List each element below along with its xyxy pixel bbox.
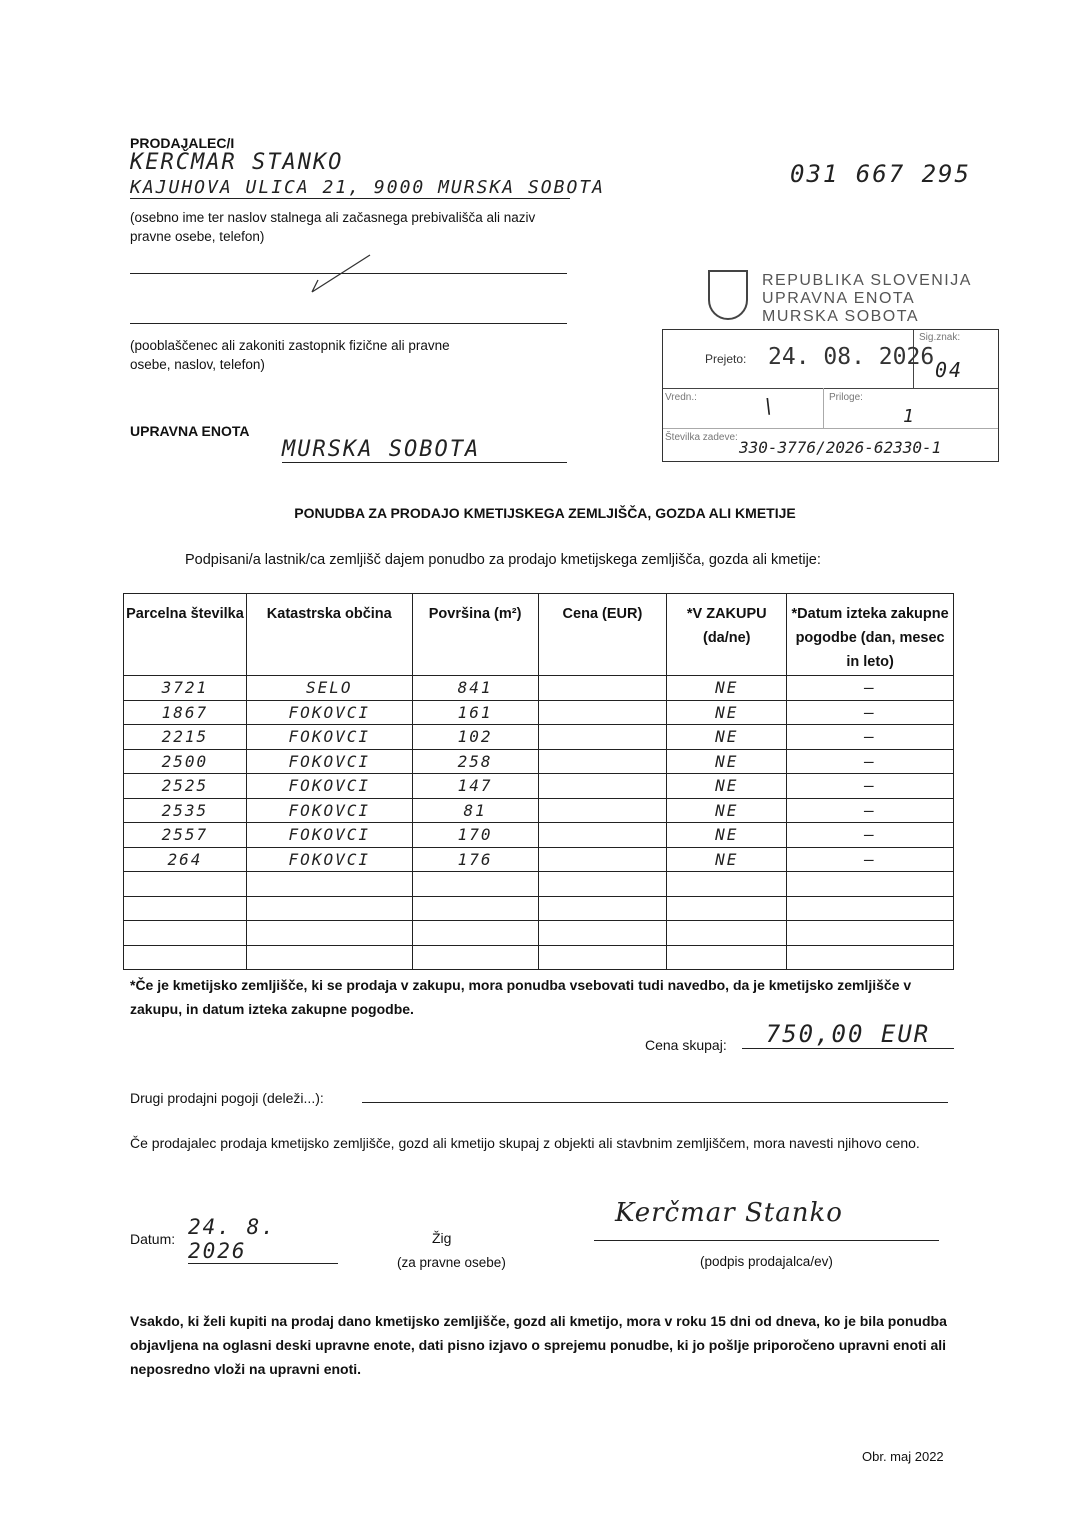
signature-hint: (podpis prodajalca/ev) xyxy=(700,1254,833,1269)
cell-expiry: — xyxy=(787,725,954,750)
cell-lease xyxy=(667,896,787,921)
cell-area: 81 xyxy=(412,798,538,823)
cell-area xyxy=(412,896,538,921)
cell-parcel: 2535 xyxy=(124,798,247,823)
cell-parcel: 264 xyxy=(124,847,247,872)
cell-expiry xyxy=(787,872,954,897)
cell-expiry xyxy=(787,921,954,946)
cell-area: 147 xyxy=(412,774,538,799)
table-row xyxy=(124,774,954,799)
cell-municipality: FOKOVCI xyxy=(246,823,412,848)
cell-price xyxy=(538,847,667,872)
cell-expiry: — xyxy=(787,798,954,823)
cell-parcel xyxy=(124,872,247,897)
sig-label: Sig.znak: xyxy=(919,332,961,343)
signature: Kerčmar Stanko xyxy=(615,1198,843,1228)
office-value: MURSKA SOBOTA xyxy=(282,437,567,463)
office-label: UPRAVNA ENOTA xyxy=(130,423,250,439)
cell-municipality xyxy=(246,921,412,946)
strike-mark xyxy=(300,250,380,300)
seller-phone: 031 667 295 xyxy=(790,160,971,188)
signature-line xyxy=(594,1240,939,1241)
table-row xyxy=(124,945,954,970)
cell-expiry: — xyxy=(787,823,954,848)
header-price: Cena (EUR) xyxy=(538,594,667,676)
cell-expiry: — xyxy=(787,749,954,774)
cell-area: 176 xyxy=(412,847,538,872)
date-label: Datum: xyxy=(130,1231,176,1247)
cell-parcel xyxy=(124,921,247,946)
cell-municipality xyxy=(246,945,412,970)
table-row xyxy=(124,921,954,946)
stamp-divider xyxy=(663,388,998,389)
table-row xyxy=(124,896,954,921)
cell-parcel: 2500 xyxy=(124,749,247,774)
cell-area: 841 xyxy=(412,676,538,701)
form-version: Obr. maj 2022 xyxy=(862,1449,944,1464)
cell-area: 170 xyxy=(412,823,538,848)
cell-expiry: — xyxy=(787,847,954,872)
cell-lease: NE xyxy=(667,749,787,774)
representative-line-2 xyxy=(130,323,567,324)
stamp-line-3: MURSKA SOBOTA xyxy=(762,308,920,325)
cell-parcel: 3721 xyxy=(124,676,247,701)
seal-hint: (za pravne osebe) xyxy=(397,1255,506,1270)
header-parcel: Parcelna številka xyxy=(124,594,247,676)
value-label: Vredn.: xyxy=(665,392,697,403)
cell-price xyxy=(538,921,667,946)
table-row xyxy=(124,676,954,701)
intro-text: Podpisani/a lastnik/ca zemljišč dajem ponudbo za prodajo kmetijskega zemljišča, gozda ali kmetije: xyxy=(185,552,821,568)
representative-hint: (pooblaščenec ali zakoniti zastopnik fizične ali pravne osebe, naslov, telefon) xyxy=(130,338,450,372)
seller-label: PRODAJALEC/I xyxy=(130,135,235,151)
received-stamp xyxy=(662,329,999,462)
cell-price xyxy=(538,945,667,970)
cell-municipality: FOKOVCI xyxy=(246,749,412,774)
cell-expiry xyxy=(787,945,954,970)
total-value: 750,00 EUR xyxy=(742,1020,954,1049)
case-value: 330-3776/2026-62330-1 xyxy=(739,438,942,457)
attach-label: Priloge: xyxy=(829,392,863,403)
cell-municipality xyxy=(246,896,412,921)
cell-parcel: 2525 xyxy=(124,774,247,799)
slovenia-crest-icon xyxy=(708,270,748,320)
other-terms-label: Drugi prodajni pogoji (deleži...): xyxy=(130,1090,324,1106)
cell-parcel xyxy=(124,896,247,921)
seal-label: Žig xyxy=(432,1230,452,1246)
cell-price xyxy=(538,872,667,897)
cell-municipality: FOKOVCI xyxy=(246,774,412,799)
cell-lease xyxy=(667,872,787,897)
cell-area: 161 xyxy=(412,700,538,725)
table-row xyxy=(124,847,954,872)
seller-hint: (osebno ime ter naslov stalnega ali začasnega prebivališča ali naziv pravne osebe, telefon) xyxy=(130,210,536,244)
cell-lease xyxy=(667,921,787,946)
cell-municipality: SELO xyxy=(246,676,412,701)
cell-price xyxy=(538,774,667,799)
sig-value: 04 xyxy=(935,358,964,382)
cell-area xyxy=(412,921,538,946)
seller-name: KERČMAR STANKO xyxy=(130,150,344,175)
received-date: 24. 08. 2026 xyxy=(768,344,935,370)
page-title: PONUDBA ZA PRODAJO KMETIJSKEGA ZEMLJIŠČA, GOZDA ALI KMETIJE xyxy=(294,505,796,521)
other-terms-line xyxy=(362,1084,948,1103)
table-row xyxy=(124,700,954,725)
cell-lease: NE xyxy=(667,823,787,848)
cell-lease: NE xyxy=(667,725,787,750)
cell-expiry xyxy=(787,896,954,921)
total-label: Cena skupaj: xyxy=(645,1037,727,1053)
header-municipality: Katastrska občina xyxy=(246,594,412,676)
cell-municipality xyxy=(246,872,412,897)
cell-price xyxy=(538,700,667,725)
header-area: Površina (m²) xyxy=(412,594,538,676)
cell-municipality: FOKOVCI xyxy=(246,798,412,823)
cell-lease xyxy=(667,945,787,970)
cell-parcel: 2215 xyxy=(124,725,247,750)
cell-lease: NE xyxy=(667,700,787,725)
value-value: \ xyxy=(763,394,778,418)
cell-price xyxy=(538,798,667,823)
cell-area xyxy=(412,945,538,970)
cell-price xyxy=(538,823,667,848)
table-header-row xyxy=(124,594,954,676)
cell-area xyxy=(412,872,538,897)
cell-area: 102 xyxy=(412,725,538,750)
cell-expiry: — xyxy=(787,774,954,799)
cell-expiry: — xyxy=(787,700,954,725)
cell-price xyxy=(538,749,667,774)
table-row xyxy=(124,749,954,774)
cell-lease: NE xyxy=(667,676,787,701)
table-row xyxy=(124,798,954,823)
cell-lease: NE xyxy=(667,774,787,799)
cell-price xyxy=(538,676,667,701)
cell-parcel: 2557 xyxy=(124,823,247,848)
attach-value: 1 xyxy=(903,406,916,427)
cell-parcel: 1867 xyxy=(124,700,247,725)
table-row xyxy=(124,872,954,897)
date-value: 24. 8. 2026 xyxy=(188,1215,338,1264)
final-note: Vsakdo, ki želi kupiti na prodaj dano kmetijsko zemljišče, gozd ali kmetijo, mora v roku 15 dni od dneva, ko je bila ponudba objavljena na oglasni deski upravne enote, dati pisno izjavo o sprejemu ponudbe, ki jo pošlje priporočeno upravni enoti ali neposredno vloži na upravni enoti. xyxy=(130,1313,947,1377)
table-row xyxy=(124,823,954,848)
header-expiry: *Datum izteka zakupne pogodbe (dan, mesec in leto) xyxy=(787,594,954,676)
objects-note: Če prodajalec prodaja kmetijsko zemljišče, gozd ali kmetijo skupaj z objekti ali stavbnim zemljiščem, mora navesti njihovo ceno. xyxy=(130,1135,920,1151)
seller-address: KAJUHOVA ULICA 21, 9000 MURSKA SOBOTA xyxy=(130,177,605,198)
stamp-divider xyxy=(663,428,998,429)
cell-price xyxy=(538,896,667,921)
received-label: Prejeto: xyxy=(705,352,747,366)
stamp-line-2: UPRAVNA ENOTA xyxy=(762,290,916,307)
cell-lease: NE xyxy=(667,798,787,823)
stamp-divider xyxy=(823,388,824,428)
header-lease: *V ZAKUPU (da/ne) xyxy=(667,594,787,676)
lease-note: *Če je kmetijsko zemljišče, ki se prodaja v zakupu, mora ponudba vsebovati tudi navedbo, da je kmetijsko zemljišče v zakupu, in datum izteka zakupne pogodbe. xyxy=(130,977,912,1017)
cell-municipality: FOKOVCI xyxy=(246,847,412,872)
cell-price xyxy=(538,725,667,750)
cell-expiry: — xyxy=(787,676,954,701)
table-row xyxy=(124,725,954,750)
cell-parcel xyxy=(124,945,247,970)
parcel-table xyxy=(123,593,954,970)
cell-municipality: FOKOVCI xyxy=(246,700,412,725)
stamp-line-1: REPUBLIKA SLOVENIJA xyxy=(762,272,972,289)
cell-lease: NE xyxy=(667,847,787,872)
cell-area: 258 xyxy=(412,749,538,774)
cell-municipality: FOKOVCI xyxy=(246,725,412,750)
case-label: Številka zadeve: xyxy=(665,432,738,443)
